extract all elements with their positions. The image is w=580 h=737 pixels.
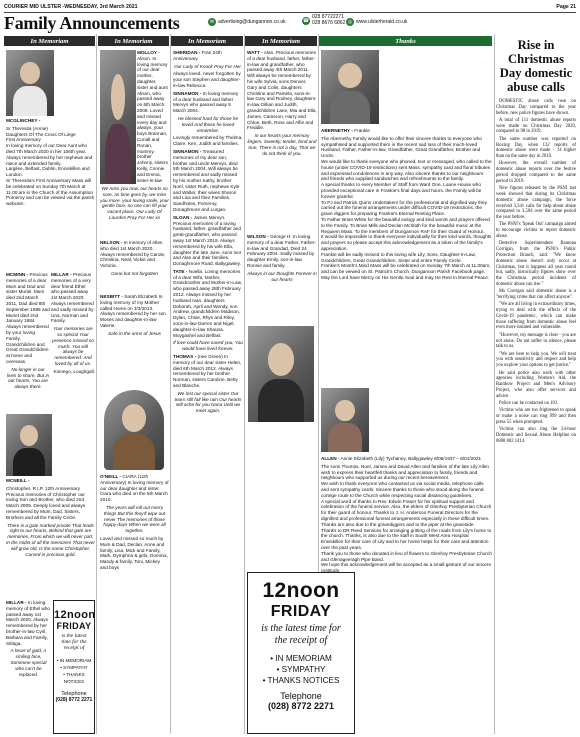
photo-wilson — [248, 326, 314, 422]
column-divider — [170, 34, 171, 734]
section-tab-in-memoriam-2: In Memoriam — [98, 36, 169, 46]
column-3-notices: SHERIDAN - Fran 24th Anniversary. Our Lady of Knock Pray For Her. Always loved, never forgotten by your son Stephen and daughter-in-law Rebecca. SINNAMON - In loving memory of a dear husband and father Mervyn who passed away 5 March 2004. He blessed hard for those he loved And those he loved remember. Lovingly remembered by Thelma, Claire, Ken, Judith and families. SINNAMON - Treasured memories of my dear son, brother and uncle Mervyn, died 5th March 2004. Will always be remembered and sadly missed by his mother Kathy, brother Noel, sister Ruth, nephews Kyle and Walter, their wives Sharon and Lisa and their Families. Sandholes, Pomeroy, Donaghmore and Lurgan. SLOAN - James Mervyn. Precious memories of a loving husband, father, grandfather and great-grandfather, who passed away 1st March 2019. Always remembered by his wife Ella, daughter the late June, sons Ivor and Alan and their families. Donaghmore Road, Ballygawley. TATE - Noella. Loving memories of a dear Wife, Mother, Grandmother and Mother-in-Law, who passed away 28th February 2012. Always missed by her husband Ivan, daughters Deborah, April and Wendy, son Andrew, grandchildren Madison, Dylan, Chloe, Rhys and Riley, sons-in-law Darren and Nigel, daughter-in-law Shauna. Moygashel and Belfast. If love could have saved you, You would have lived forever. THOMAS - (nee Green) In memory of our dear sister Helen, died 6th March 2012. Always remembered by her brother Norman, sisters Caroline, Betty and Blanche. We lost our special sister Our tears still fall like rain Our hearts still ache for you Nana Until we meet again. — [173, 50, 243, 414]
notice-molloy-verse: We miss you now, our hearts so sore, as time goes by, we miss you more. your loving smile, your gentle face, no one can fill your vacant place. Our Lady Of Lourdes Pray For Her xx — [100, 186, 169, 220]
globe-icon: ◎ — [347, 19, 353, 25]
notice-watt: WATT - Alan. Precious memories of a dear husband, father, father-in-law and grandfather, who passed away 4th March 2011. Will always be remembered by his wife Sylvia, sons Denver, Gary and Colin, daughters Christine and Pamela, sons-in-law Gary and Rodney, daughters-in-law Gillian and Judith, grandchildren Lane, Mia and Ella, James, Cameron, Harry and Chloe, Beth, Ross and Alfie and Freddie. In our hearts your memory lingers, Sweetly, tender, fond and true, There is not a day, That we do not think of you. — [247, 50, 317, 156]
contact-phone[interactable]: ☎ 028 87722271 028 8676 6862 — [302, 14, 346, 26]
photo-molloy — [100, 50, 136, 184]
section-banner — [4, 12, 576, 34]
deadline-ad-large: 12noon FRIDAY is the latest time for the receipt of • IN MEMORIAM • SYMPATHY • THANKS NOTICES Telephone (028) 8772 2271 — [247, 572, 355, 734]
notice-millar-2: MILLAR - In loving memory of Ethel who passed away 1st March 2020. Always remembered by her brother-in-law Cyril, Barbara and Family, Stilaga. A heart of gold, A smiling face, Someone special who can't be replaced. — [6, 600, 51, 677]
photo-mcneill — [6, 414, 52, 476]
notice-oneill: O'NEILL - CIARA (11th Anniversary) In loving memory of our dear daughter and sister Ciara who died on the 5th March 2010. The years will roll out merry things But this they'll wipe out never The memories of those happy days When we were all together. Loved and missed so much by Mum & Dad, Declan, Anne and family, Lisa, Mick and Family, Mark, Dymphna & girls, Dominic, Mandy & family, Toni, Mickey and boys — [100, 474, 169, 570]
notice-wilson: WILSON - George H. In loving memory of a dear Father, Father-in-law and Grandad, Died 24 February 2004. Sadly missed by daughter Emily, son-in-law Ronnie and family. Always in our thoughts Forever in our hearts — [247, 234, 317, 282]
news-headline: Rise in Christmas Day domestic abuse calls — [499, 38, 573, 94]
notice-abernethy: ABERNETHY - Frankie The Abernethy Family would like to offer their sincere thanks to everyone who sympathised and supported them in the recent sad loss of their much-loved Husband, Father, Father-in-law, Grandfather, Great Grandfather, Brother and Uncle. We would like to thank everyone who phoned, text or messaged, who called to the house (under COVID-19 restrictions) sent Mass, sympathy card and floral tributes and expressed condolences in any way. Also sincere thanks to our neighbours and friends who supplied sandwiches and refreshments to the family. A special thanks to every Member of Staff from Ward One, Loane House who provided exceptional care in Frankie's final days and hours. the Family will be forever grateful. To PJ and Patrick Quinn Undertakers for the professional and dignified way they carried out the funeral arrangements under difficult COVID-19 restrictions, the grave diggers for preparing Frankie's Eternal Resting Place. To Father Brian White for the beautiful eulogy and kind words and prayers offered to the Family. To Brian Mills and Declan McIlrath for the beautiful music at the Requiem Mass. To the members of Dungannon RAF for their Guard of Honour. It would be impossible to thank everyone individually for their kind words, thoughts and prayers so please accept this acknowledgement as a token of the family's appreciation. Frankie will be sadly missed to this loving wife Lily, Sons, Daughter-in-Law, Grandchildren, Great Grandchildren, Sister and entire Family Circle. Frankie's Month's Mind Mass will be celebrated on Sunday 7th March at 11.00am, and can be viewed on St. Patrick's Church, Dungannon Parish Facebook page. May the Lord have Mercy on His Gentle Soul and may He Rest In Eternal Peace. — [321, 128, 492, 280]
section-tab-in-memoriam-1: In Memoriam — [4, 36, 95, 46]
email-icon: ✉ — [209, 19, 215, 25]
notice-nelson: NELSON - In memory of Allen who died 1st March 2020. Always remembered by Carole, Christina, Neal, Vickie and Victoria. Gone but not forgotten — [100, 240, 166, 276]
notice-mcneill: MCNEILL - Christopher, R.I.P. 12th Anniversary Precious memories of Christopher our loving Son and Brother, who died 2nd March 2009. Deeply loved and always remembered by Mum, Dad, Sisters, Brothers and all the Family Circle. There is a gate marked private That leads right to our hearts, Behind that gate are memories, From which we will never part. In the midst of all the memories That never will grow old, Is the name Christopher, Carved in precious gold. — [6, 478, 95, 557]
photo-abernethy — [321, 50, 379, 124]
contact-email[interactable]: ✉ advertising@dungannon.co.uk — [209, 19, 286, 25]
phone-icon: ☎ — [302, 17, 310, 24]
photo-oneill — [104, 390, 164, 470]
notice-nesbitt: NESBITT - Sarah Elizabeth In loving memory of my Mother called Home on 3/3/2013. Always remembered by her son Moses and daughter-in-law Valerie. Safe in the arms of Jesus — [100, 294, 166, 336]
deadline-ad-small: 12noon FRIDAY is the latest time for the receipt of • IN MEMORIAM • SYMPATHY • THANKS NOTICES Telephone (028) 8772 2271 — [53, 600, 95, 734]
contact-web[interactable]: ◎ www.ulsterherald.co.uk — [347, 19, 408, 25]
notice-mcglinchey — [6, 118, 95, 270]
page-title: Family Announcements — [4, 13, 180, 33]
notice-millar-1: MILLAR - Precious memories of a very dear friend Ethel who passed away 1st March 2020. Always remembered and sadly missed by Una, Norman and Family. Your memories are so special Your presence missed so much. You will always be remembered. And loved by all of us. Kinnego, Loughgall. — [51, 272, 95, 374]
column-divider — [96, 34, 97, 734]
section-tab-thanks: Thanks — [319, 36, 492, 46]
section-tab-in-memoriam-3: In Memoriam — [171, 36, 243, 46]
news-story-domestic-abuse — [496, 34, 576, 737]
notice-molloy: MOLLOY - Alison. In loving memory of our dear mother, daughter, sister and aunt Alison, who passed away on 6th March 2008. Loved and missed every day and always, your boys Brannan, Conall and Ronan, mummy, brother Johnny, sisters Kelly, Connie and Emma, sister-in-law — [137, 50, 168, 183]
column-divider — [494, 34, 495, 734]
column-divider — [244, 34, 245, 734]
publication-line: COURIER MID ULSTER -WEDNESDAY, 3rd March 2021 — [4, 4, 138, 10]
notice-allen: ALLEN - Annie Elizabeth (Lily) Tychaney, Ballygawley 8/08/1937 – 6/01/2021 The sons Thomas, Noel, James and David Allen and families of the late Lily Allen wish to express their heartfelt thanks and appreciation to family, friends and neighbours who supported us during our recent bereavement. We wish to thank everyone who contacted us via social media, telephone calls and sent sympathy cards. Sincere thanks to those who stood along the funeral cortege route to the Church while respecting social distancing guidelines. A special word of thanks to Rev. Edwin Fraser for his spiritual support and celebration of the funeral service. Also, the elders of Glenhoy Presbyterian Church for their guard of honour. Thanks to J. H. Anderson Funeral Directors for the dignified and professional funeral arrangements especially in these difficult times. Thanks are also due to the gravediggers and to the piper at the graveside. Thanks to DR Reed Services for arranging gritting of the roads from Lily's home to the church. Thanks, is also due to the staff in South West Area Hospital Enniskillen for their care of Lily and to her home helps for their care and attention over the past years. Thank you to those who donated in lieu of flowers to Glenhoy Presbyterian Church and Glenageeragh Pipe Band. We hope this acknowledgement will be accepted as a small gesture of our sincere gratitude. — [321, 456, 492, 574]
photo-allen — [321, 388, 369, 452]
notice-mcminn: MCMINN - Precious memories of a dear Mum and Dad and sister Muriel. Mum died 2nd March 2011, Dad died 8th September 1988 and Muriel died 2nd January 1984. Always remembered by your loving Family, Grandchildren and Great Grandchildren at home and overseas. No longer in our lives to share, But in our hearts, You are always there. — [6, 272, 50, 390]
page-number: Page 21 — [556, 4, 576, 10]
photo-mcglinchey — [6, 50, 54, 116]
notice-name: MCGLINCHEY - — [6, 118, 41, 123]
news-body: DOMESTIC abuse calls rose on Christmas Day compared to the year before, new police figures have shown. A total of 111 domestic abuse reports were made on Christmas Day 2020, compared to 98 in 2019. The same number was reported on Boxing Day, when 132 reports of domestic abuse were made - 14 higher than on the same day in 2019. However, the overall number of domestic abuse reports over the festive period dropped compared to the same period in 2019. New figures released by the PSNI last week showed that during its Christmas domestic abuse campaign, the force received 3,341 calls for help about abuse compared to 3,504 over the same period the year before. The PSNI's 'Speak Out' campaign aimed to encourage victims to report domestic abuse. Detective Superintendent Ramona Corrigan, from the PSNI's Public Protection Branch, said: "We know domestic abuse doesn't only occur at Christmas, but it happens all year round but, sadly, historically figures show over the Christmas period incidents of domestic abuse can rise." Ms Corrigan said domestic abuse is a "terrifying crime that can affect anyone". "We are all living in extraordinary times, trying to deal with the effects of the Covid-19 pandemic, which can make those suffering from domestic abuse feel even more isolated and vulnerable. "However, my message is clear - you are not alone. Do not suffer in silence, please talk to us. "We are here to help you. We will treat you with sensitivity and respect and help you explore your options to get justice." He said police also work with other agencies including Women's Aid, the Rainbow Project and Men's Advisory Project, who also offer services and advice. Police can be contacted on 101. Victims who are too frightened to speak or make a noise can ring 999 and then press 55 when prompted. Victims can also ring the 24-hour Domestic and Sexual Abuse Helpline on 0808 802 1414. — [496, 99, 576, 444]
notice-text: Sr Theresita (Annie) Daughters Of The Cross Of Liege First Anniversary In loving memory of our Dear Aunt who died 7th March 2020 in her 106th year. Always remembered by her nephews and niece and extended family. Largilee, Belfast, Dublin, Enniskillen and London. Sr Theresita's First Anniversary Mass will be celebrated on Sunday 7th March at 11.00 am in the Church of the Assumption Pomeroy and can be viewed via the parish webcam. — [6, 125, 95, 207]
section-tab-in-memoriam-4: In Memoriam — [245, 36, 317, 46]
